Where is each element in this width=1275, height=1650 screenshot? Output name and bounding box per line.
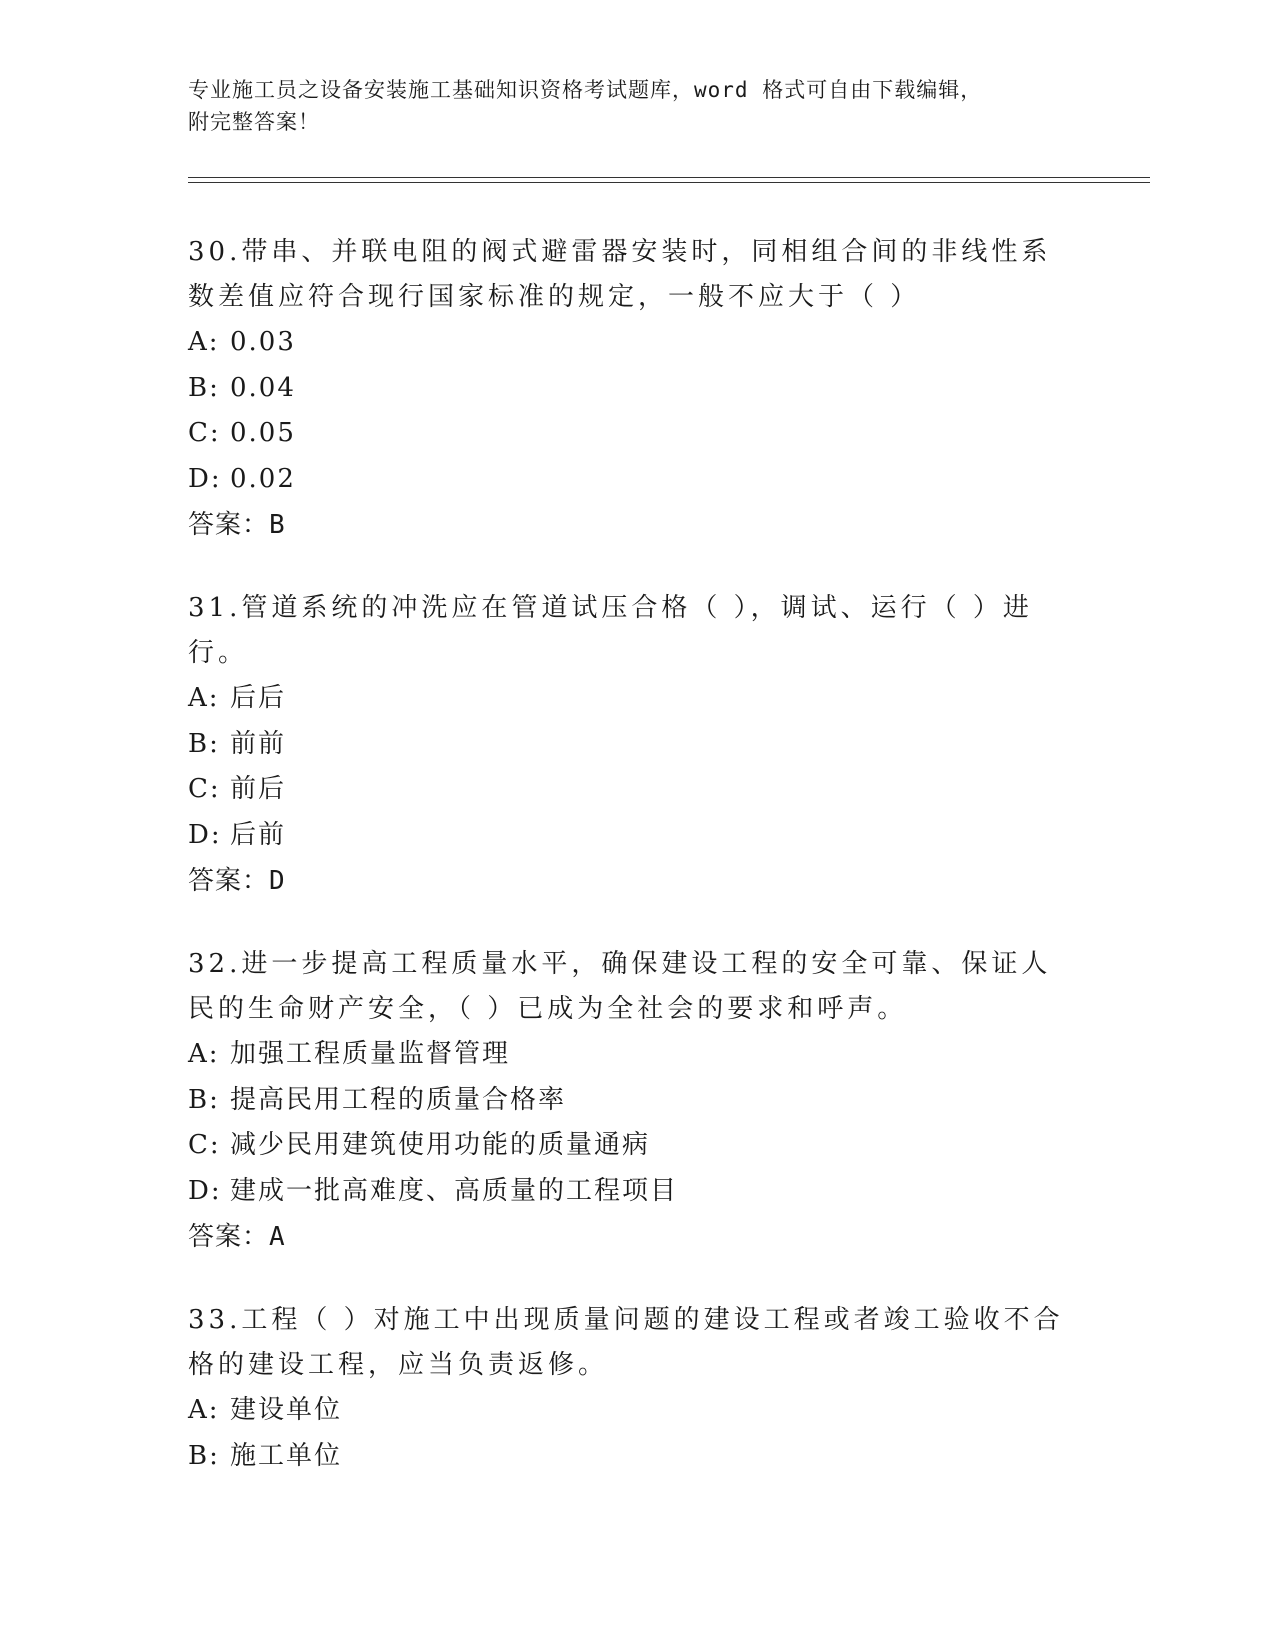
option-text: 加强工程质量监督管理 — [230, 1039, 511, 1069]
option-b — [188, 1434, 1088, 1480]
option-letter: A: — [188, 1395, 220, 1425]
option-b — [188, 1078, 1088, 1124]
option-a — [188, 320, 1088, 366]
option-c — [188, 767, 1088, 813]
option-letter: B: — [188, 1440, 220, 1471]
option-text: 0.03 — [230, 327, 296, 357]
option-b — [188, 722, 1088, 768]
option-c — [188, 1123, 1088, 1169]
option-text: 后前 — [230, 819, 287, 850]
answer-label: 答案：A — [188, 1222, 286, 1252]
option-text: 0.04 — [230, 372, 296, 403]
option-d — [188, 457, 1088, 503]
option-text: 施工单位 — [230, 1440, 343, 1471]
question-31 — [188, 586, 1088, 904]
option-text: 0.02 — [230, 463, 296, 494]
option-letter: A: — [188, 1039, 220, 1069]
option-letter: A: — [188, 327, 220, 357]
option-letter: B: — [188, 728, 220, 759]
question-32 — [188, 942, 1088, 1260]
header-divider-bottom — [188, 182, 1150, 183]
header-line-1: 专业施工员之设备安装施工基础知识资格考试题库，word 格式可自由下载编辑， — [188, 78, 983, 102]
question-stem: 30.带串、并联电阻的阀式避雷器安装时，同相组合间的非线性系数差值应符合现行国家标准的规定，一般不应大于（ ） — [188, 237, 1052, 312]
option-text: 提高民用工程的质量合格率 — [230, 1084, 567, 1115]
option-letter: D: — [188, 1175, 222, 1206]
header-line-2: 附完整答案！ — [188, 110, 320, 134]
option-text: 前后 — [230, 774, 287, 804]
question-list — [188, 230, 1088, 1517]
question-stem: 33.工程（ ）对施工中出现质量问题的建设工程或者竣工验收不合格的建设工程，应当负责返修。 — [188, 1305, 1064, 1380]
answer-label: 答案：B — [188, 510, 286, 540]
option-a — [188, 1032, 1088, 1078]
option-letter: B: — [188, 1084, 220, 1115]
option-a — [188, 676, 1088, 722]
question-stem: 31.管道系统的冲洗应在管道试压合格（ ），调试、运行（ ）进行。 — [188, 593, 1033, 668]
option-text: 0.05 — [230, 418, 296, 448]
option-letter: A: — [188, 683, 220, 713]
answer-label: 答案：D — [188, 866, 286, 896]
option-d — [188, 813, 1088, 859]
option-d — [188, 1169, 1088, 1215]
option-text: 减少民用建筑使用功能的质量通病 — [230, 1130, 651, 1160]
option-a — [188, 1388, 1088, 1434]
option-text: 建成一批高难度、高质量的工程项目 — [230, 1175, 679, 1206]
question-stem: 32.进一步提高工程质量水平，确保建设工程的安全可靠、保证人民的生命财产安全，（ ）已成为全社会的要求和呼声。 — [188, 949, 1052, 1024]
option-b — [188, 366, 1088, 412]
option-letter: B: — [188, 372, 220, 403]
document-header — [188, 74, 1068, 138]
option-letter: C: — [188, 774, 221, 804]
header-divider-top — [188, 177, 1150, 178]
option-text: 前前 — [230, 728, 287, 759]
question-30 — [188, 230, 1088, 548]
option-letter: D: — [188, 463, 222, 494]
option-letter: D: — [188, 819, 222, 850]
option-letter: C: — [188, 1130, 221, 1160]
option-c — [188, 411, 1088, 457]
option-text: 建设单位 — [230, 1395, 343, 1425]
option-letter: C: — [188, 418, 221, 448]
option-text: 后后 — [230, 683, 287, 713]
question-33 — [188, 1298, 1088, 1479]
